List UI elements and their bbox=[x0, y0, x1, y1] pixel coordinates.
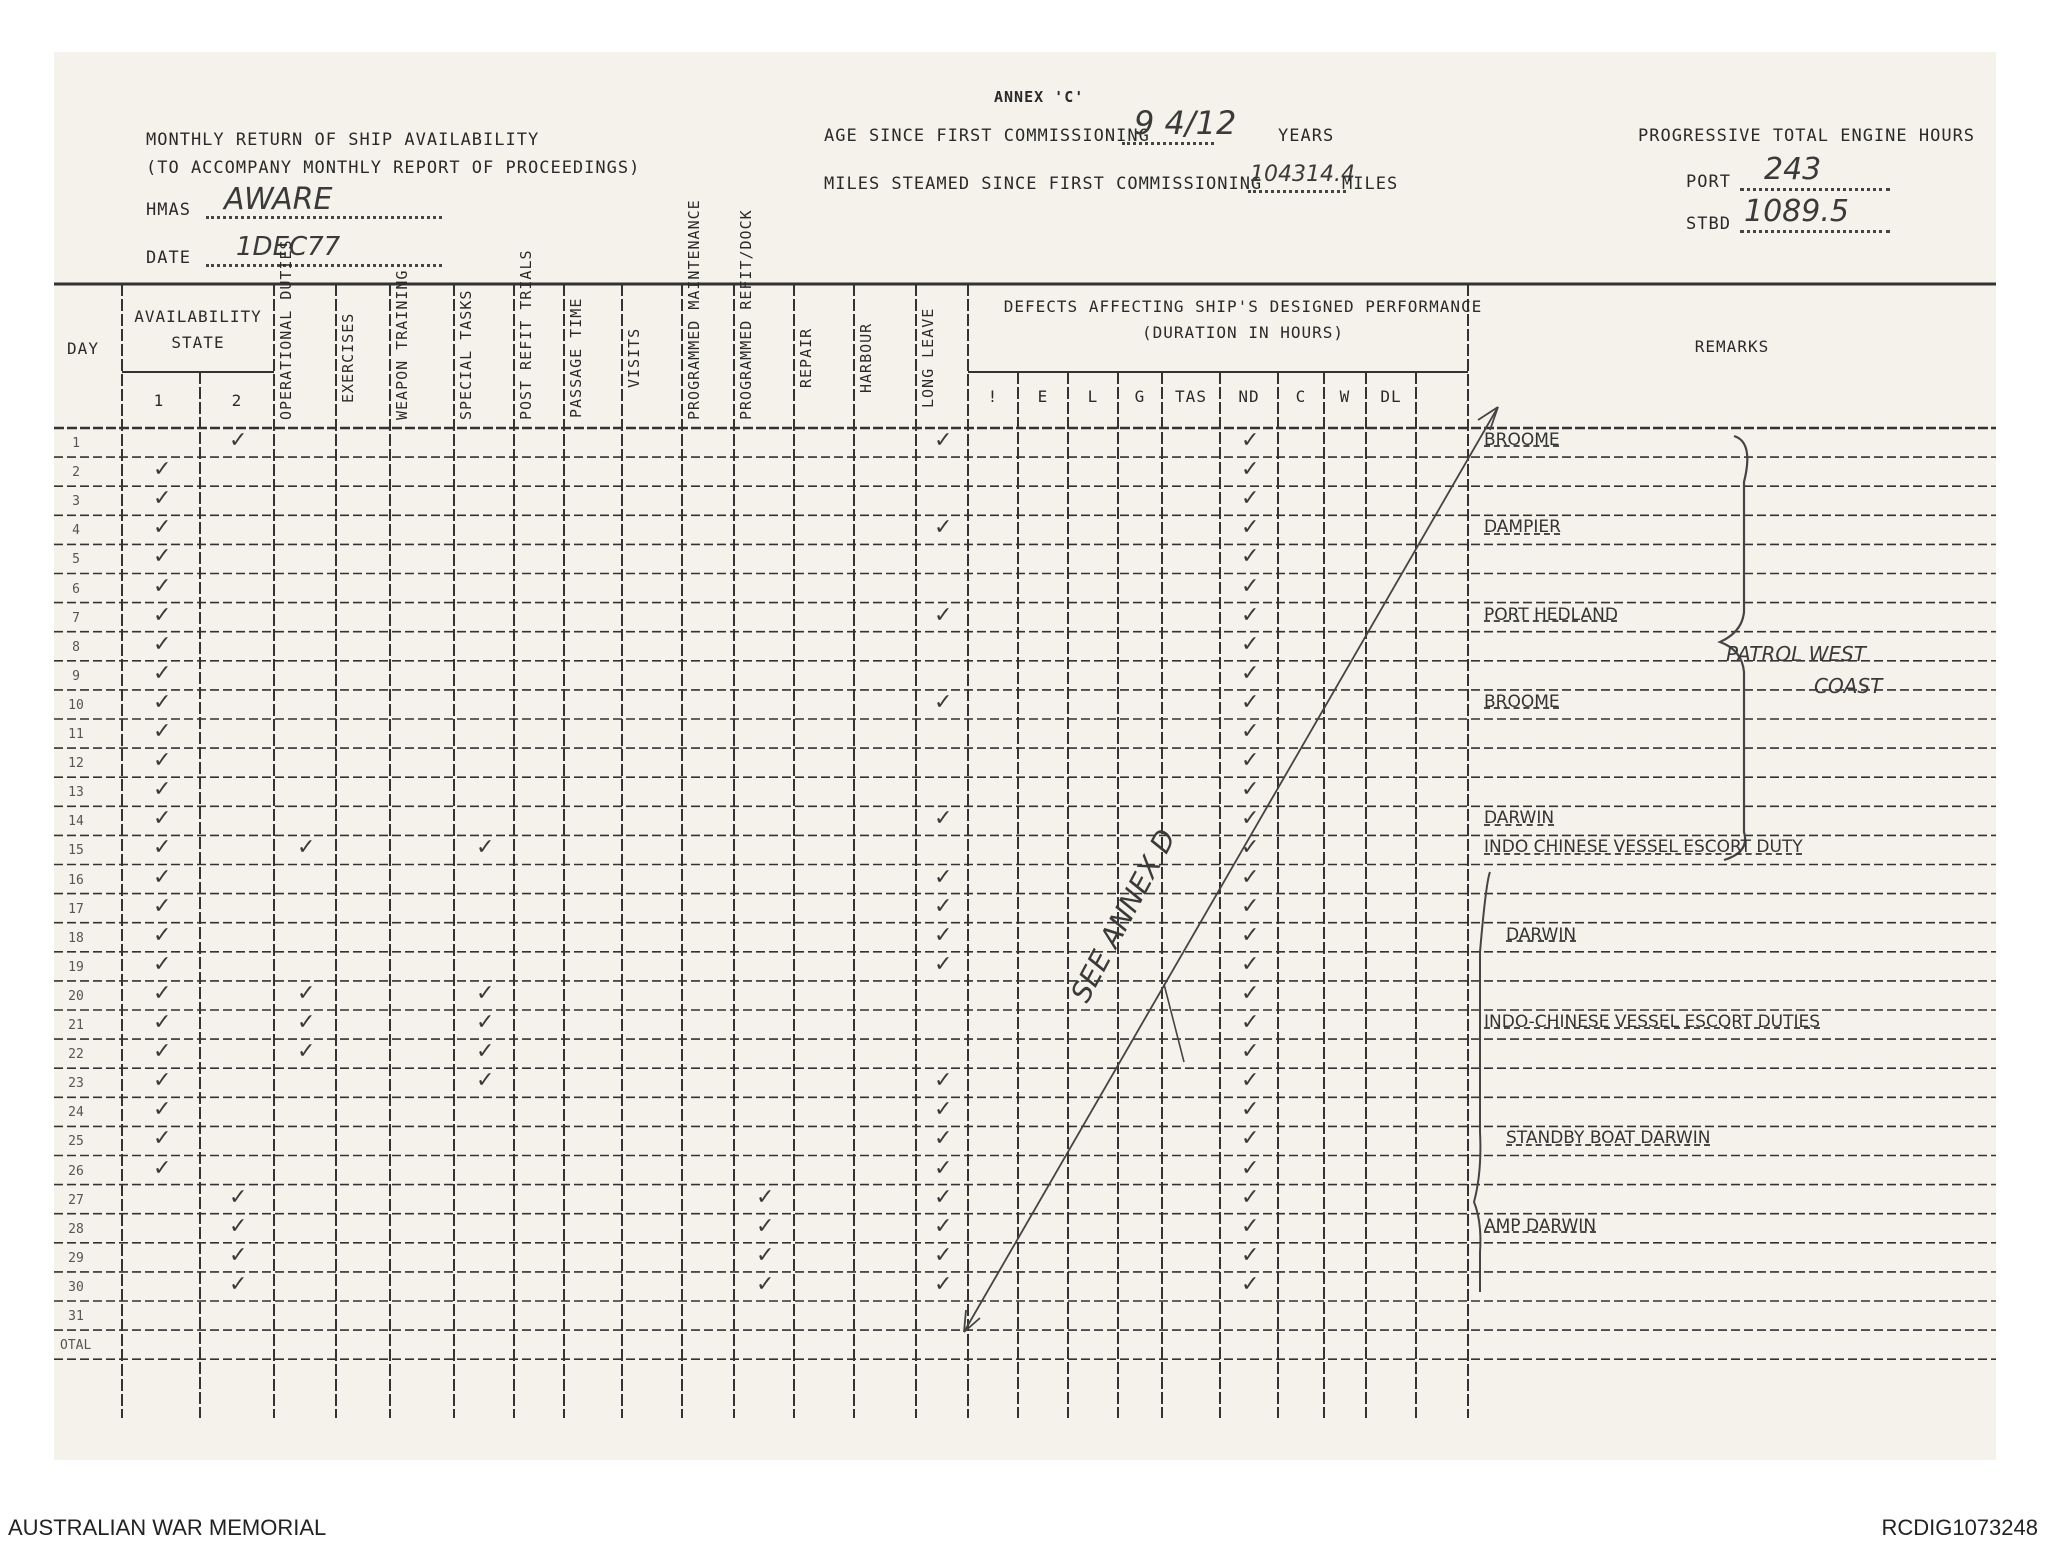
defects-subheader: (DURATION IN HOURS) bbox=[1141, 323, 1345, 342]
tick-mark: ✓ bbox=[934, 602, 953, 628]
day-number: 16 bbox=[68, 872, 84, 888]
age-unit: YEARS bbox=[1278, 126, 1335, 146]
column-header-long-leave: LONG LEAVE bbox=[919, 307, 937, 409]
tick-mark: ✓ bbox=[756, 1184, 775, 1210]
day-number: 13 bbox=[68, 785, 84, 801]
remarks-header: REMARKS bbox=[1694, 337, 1770, 356]
tick-mark: ✓ bbox=[1241, 1010, 1260, 1035]
tick-mark: ✓ bbox=[1241, 428, 1260, 453]
tick-mark: ✓ bbox=[153, 486, 172, 512]
tick-mark: ✓ bbox=[229, 1184, 248, 1210]
tick-mark: ✓ bbox=[153, 980, 172, 1006]
day-number: 3 bbox=[72, 494, 80, 510]
tick-mark: ✓ bbox=[1241, 544, 1260, 570]
total-row-label: OTAL bbox=[60, 1338, 92, 1354]
day-number: 1 bbox=[72, 436, 80, 451]
day-number: 7 bbox=[72, 610, 80, 626]
day-number: 24 bbox=[68, 1105, 84, 1121]
day-number: 26 bbox=[68, 1163, 84, 1179]
tick-mark: ✓ bbox=[153, 835, 172, 861]
day-number: 31 bbox=[68, 1309, 84, 1324]
tick-mark: ✓ bbox=[153, 893, 172, 919]
tick-mark: ✓ bbox=[1241, 922, 1260, 948]
day-number: 21 bbox=[68, 1018, 84, 1033]
column-header-exercises: EXERCISES bbox=[339, 312, 357, 404]
tick-mark: ✓ bbox=[934, 951, 953, 977]
tick-mark: ✓ bbox=[1241, 835, 1260, 861]
tick-mark: ✓ bbox=[1241, 719, 1260, 744]
hmas-value: AWARE bbox=[224, 182, 333, 217]
tick-mark: ✓ bbox=[229, 1242, 248, 1268]
avail-sub-2: 2 bbox=[231, 391, 243, 410]
tick-mark: ✓ bbox=[153, 1097, 172, 1123]
tick-mark: ✓ bbox=[1241, 748, 1260, 774]
tick-mark: ✓ bbox=[1241, 980, 1260, 1006]
column-header-programmed-refit-dock: PROGRAMMED REFIT/DOCK bbox=[737, 209, 755, 420]
defect-subheader: L bbox=[1087, 387, 1099, 406]
column-header-post-refit-trials: POST REFIT TRIALS bbox=[517, 249, 535, 420]
tick-mark: ✓ bbox=[476, 1039, 495, 1065]
tick-mark: ✓ bbox=[934, 1097, 953, 1123]
tick-mark: ✓ bbox=[934, 1068, 953, 1094]
remark-entry: AMP DARWIN bbox=[1484, 1215, 1597, 1236]
remark-entry: INDO-CHINESE VESSEL ESCORT DUTIES bbox=[1484, 1012, 1821, 1032]
tick-mark: ✓ bbox=[153, 602, 172, 628]
miles-label: MILES STEAMED SINCE FIRST COMMISSIONING bbox=[824, 174, 1263, 194]
tick-mark: ✓ bbox=[1241, 486, 1260, 512]
date-label: DATE bbox=[146, 248, 191, 268]
form-title-line2: (TO ACCOMPANY MONTHLY REPORT OF PROCEEDINGS) bbox=[146, 158, 641, 178]
tick-mark: ✓ bbox=[934, 806, 953, 832]
day-number: 28 bbox=[68, 1221, 84, 1237]
day-number: 20 bbox=[68, 988, 84, 1004]
tick-mark: ✓ bbox=[1241, 1039, 1260, 1065]
tick-mark: ✓ bbox=[934, 1184, 953, 1210]
stbd-label: STBD bbox=[1686, 214, 1731, 234]
tick-mark: ✓ bbox=[297, 1010, 316, 1035]
day-number: 17 bbox=[68, 901, 84, 917]
tick-mark: ✓ bbox=[934, 1242, 953, 1268]
day-number: 15 bbox=[68, 843, 84, 859]
tick-mark: ✓ bbox=[1241, 1213, 1260, 1239]
availability-table-grid bbox=[54, 52, 1996, 1460]
remark-entry: DARWIN bbox=[1506, 924, 1577, 945]
day-number: 8 bbox=[72, 639, 80, 655]
see-annex-annotation: SEE ANNEX D bbox=[1064, 823, 1183, 1008]
age-label: AGE SINCE FIRST COMMISSIONING bbox=[824, 126, 1150, 146]
date-value: 1DEC77 bbox=[236, 232, 341, 262]
tick-mark: ✓ bbox=[1241, 864, 1260, 890]
tick-mark: ✓ bbox=[1241, 806, 1260, 832]
tick-mark: ✓ bbox=[153, 719, 172, 744]
availability-header: AVAILABILITY STATE bbox=[134, 307, 262, 352]
tick-mark: ✓ bbox=[476, 835, 495, 861]
remark-entry: STANDBY BOAT DARWIN bbox=[1506, 1128, 1711, 1149]
defect-subheader: C bbox=[1295, 387, 1307, 406]
tick-mark: ✓ bbox=[153, 1039, 172, 1065]
tick-mark: ✓ bbox=[1241, 777, 1260, 803]
tick-mark: ✓ bbox=[1241, 1126, 1260, 1152]
day-number: 11 bbox=[68, 727, 84, 742]
defect-subheader: ND bbox=[1238, 387, 1260, 406]
port-label: PORT bbox=[1686, 172, 1731, 192]
tick-mark: ✓ bbox=[153, 806, 172, 832]
column-header-operational-duties: OPERATIONAL DUTIES bbox=[277, 239, 295, 420]
tick-mark: ✓ bbox=[153, 1155, 172, 1181]
tick-mark: ✓ bbox=[934, 1126, 953, 1152]
tick-mark: ✓ bbox=[153, 748, 172, 774]
tick-mark: ✓ bbox=[153, 573, 172, 599]
day-number: 22 bbox=[68, 1047, 84, 1063]
tick-mark: ✓ bbox=[297, 1039, 316, 1065]
day-number: 5 bbox=[72, 552, 80, 568]
defect-subheader: TAS bbox=[1175, 387, 1207, 406]
day-number: 18 bbox=[68, 930, 84, 946]
day-number: 9 bbox=[72, 668, 80, 684]
tick-mark: ✓ bbox=[1241, 573, 1260, 599]
day-number: 19 bbox=[68, 959, 84, 975]
defects-header: DEFECTS AFFECTING SHIP'S DESIGNED PERFORMANCE bbox=[1003, 297, 1483, 316]
miles-unit: MILES bbox=[1342, 174, 1399, 194]
tick-mark: ✓ bbox=[1241, 631, 1260, 657]
footer-id: RCDIG1073248 bbox=[1881, 1515, 2038, 1540]
tick-mark: ✓ bbox=[153, 660, 172, 686]
document-sheet bbox=[54, 52, 1996, 1460]
tick-mark: ✓ bbox=[476, 980, 495, 1006]
tick-mark: ✓ bbox=[934, 1155, 953, 1181]
tick-mark: ✓ bbox=[476, 1010, 495, 1035]
tick-mark: ✓ bbox=[934, 864, 953, 890]
tick-mark: ✓ bbox=[153, 1126, 172, 1152]
tick-mark: ✓ bbox=[756, 1271, 775, 1297]
tick-mark: ✓ bbox=[1241, 951, 1260, 977]
tick-mark: ✓ bbox=[229, 1213, 248, 1239]
day-number: 4 bbox=[72, 523, 80, 539]
defect-subheader: DL bbox=[1380, 387, 1402, 406]
day-number: 12 bbox=[68, 756, 84, 772]
tick-mark: ✓ bbox=[153, 631, 172, 657]
column-header-harbour: HARBOUR bbox=[857, 322, 875, 394]
tick-mark: ✓ bbox=[153, 1068, 172, 1094]
day-number: 10 bbox=[68, 697, 84, 713]
port-value: 243 bbox=[1764, 152, 1822, 187]
day-number: 30 bbox=[68, 1279, 84, 1295]
annex-label: ANNEX 'C' bbox=[994, 88, 1085, 106]
tick-mark: ✓ bbox=[1241, 893, 1260, 919]
day-number: 14 bbox=[68, 814, 84, 830]
tick-mark: ✓ bbox=[756, 1242, 775, 1268]
defect-subheader: G bbox=[1134, 387, 1146, 406]
tick-mark: ✓ bbox=[934, 1271, 953, 1297]
tick-mark: ✓ bbox=[153, 515, 172, 541]
tick-mark: ✓ bbox=[153, 864, 172, 890]
column-header-weapon-training: WEAPON TRAINING bbox=[393, 269, 411, 420]
tick-mark: ✓ bbox=[1241, 1271, 1260, 1297]
tick-mark: ✓ bbox=[153, 544, 172, 570]
hmas-label: HMAS bbox=[146, 200, 191, 220]
tick-mark: ✓ bbox=[153, 951, 172, 977]
tick-mark: ✓ bbox=[1241, 602, 1260, 628]
tick-mark: ✓ bbox=[476, 1068, 495, 1094]
remark-entry: BROOME bbox=[1484, 430, 1560, 450]
tick-mark: ✓ bbox=[1241, 457, 1260, 483]
engine-hours-label: PROGRESSIVE TOTAL ENGINE HOURS bbox=[1638, 126, 1976, 146]
tick-mark: ✓ bbox=[1241, 1155, 1260, 1181]
tick-mark: ✓ bbox=[153, 777, 172, 803]
defect-subheader: E bbox=[1037, 387, 1049, 406]
tick-mark: ✓ bbox=[297, 980, 316, 1006]
tick-mark: ✓ bbox=[1241, 1097, 1260, 1123]
column-header-repair: REPAIR bbox=[797, 327, 815, 389]
tick-mark: ✓ bbox=[1241, 1242, 1260, 1268]
footer-source: AUSTRALIAN WAR MEMORIAL bbox=[8, 1515, 327, 1540]
day-number: 2 bbox=[72, 465, 80, 481]
tick-mark: ✓ bbox=[934, 922, 953, 948]
day-number: 25 bbox=[68, 1134, 84, 1150]
remark-entry: DARWIN bbox=[1484, 808, 1555, 829]
remark-entry: BROOME bbox=[1484, 691, 1560, 712]
bracket-note-line1: PATROL WEST bbox=[1726, 642, 1866, 666]
tick-mark: ✓ bbox=[1241, 515, 1260, 541]
tick-mark: ✓ bbox=[297, 835, 316, 861]
tick-mark: ✓ bbox=[756, 1213, 775, 1239]
day-number: 23 bbox=[68, 1076, 84, 1092]
day-number: 29 bbox=[68, 1250, 84, 1266]
form-title-line1: MONTHLY RETURN OF SHIP AVAILABILITY bbox=[146, 130, 540, 150]
defect-subheader: W bbox=[1339, 387, 1351, 406]
tick-mark: ✓ bbox=[1241, 689, 1260, 715]
miles-value: 104314.4 bbox=[1250, 162, 1355, 187]
tick-mark: ✓ bbox=[229, 428, 248, 453]
age-value: 9 4/12 bbox=[1134, 104, 1237, 142]
tick-mark: ✓ bbox=[153, 1010, 172, 1035]
bracket-note-line2: COAST bbox=[1814, 674, 1883, 698]
column-header-passage-time: PASSAGE TIME bbox=[567, 297, 585, 419]
day-number: 6 bbox=[72, 581, 80, 597]
column-header-special-tasks: SPECIAL TASKS bbox=[457, 289, 475, 420]
day-number: 27 bbox=[68, 1192, 84, 1208]
tick-mark: ✓ bbox=[934, 893, 953, 919]
remark-entry: DAMPIER bbox=[1484, 517, 1561, 538]
tick-mark: ✓ bbox=[934, 515, 953, 541]
tick-mark: ✓ bbox=[229, 1271, 248, 1297]
stbd-value: 1089.5 bbox=[1744, 194, 1849, 229]
tick-mark: ✓ bbox=[153, 922, 172, 948]
tick-mark: ✓ bbox=[934, 689, 953, 715]
remark-entry: PORT HEDLAND bbox=[1484, 604, 1618, 625]
avail-sub-1: 1 bbox=[153, 391, 165, 410]
column-header-programmed-maintenance: PROGRAMMED MAINTENANCE bbox=[685, 199, 703, 420]
tick-mark: ✓ bbox=[1241, 1068, 1260, 1094]
tick-mark: ✓ bbox=[934, 1213, 953, 1239]
remark-entry: INDO CHINESE VESSEL ESCORT DUTY bbox=[1484, 837, 1803, 858]
tick-mark: ✓ bbox=[934, 428, 953, 453]
defect-subheader: ! bbox=[987, 387, 999, 406]
tick-mark: ✓ bbox=[1241, 660, 1260, 686]
column-header-visits: VISITS bbox=[625, 327, 643, 389]
tick-mark: ✓ bbox=[1241, 1184, 1260, 1210]
tick-mark: ✓ bbox=[153, 457, 172, 483]
day-header: DAY bbox=[67, 339, 99, 358]
tick-mark: ✓ bbox=[153, 689, 172, 715]
